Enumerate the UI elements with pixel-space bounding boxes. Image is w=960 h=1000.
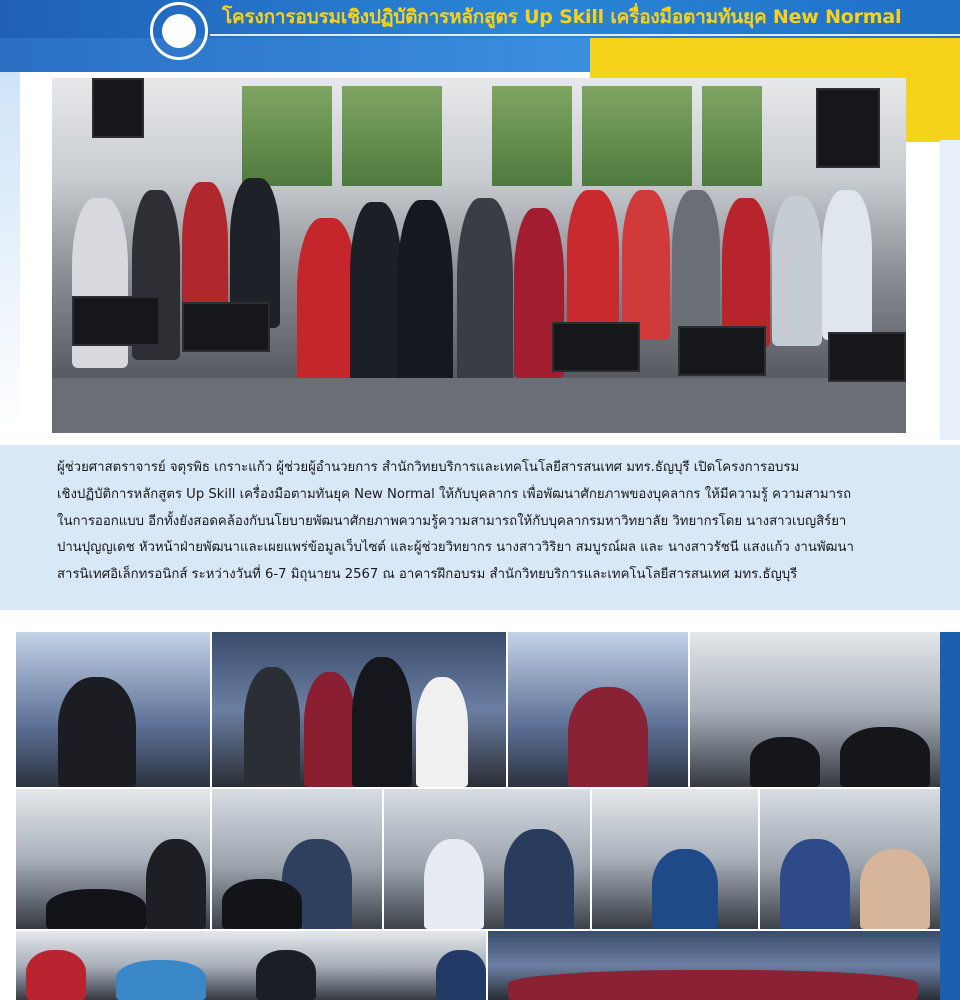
window	[342, 86, 442, 186]
person	[58, 677, 136, 787]
collage-photo-speaker	[16, 632, 210, 787]
person	[297, 218, 357, 398]
person	[822, 190, 872, 340]
collage-photo-computers	[690, 632, 940, 787]
desk-monitor	[72, 296, 160, 346]
collage-photo-participants-2	[212, 789, 382, 929]
person	[457, 198, 513, 398]
person	[26, 950, 86, 1000]
collage-photo-participants-3	[384, 789, 590, 929]
description-line: สารนิเทศอิเล็กทรอนิกส์ ระหว่างวันที่ 6-7 มิถุนายน 2567 ณ อาคารฝึกอบรม สำนักวิทยบริการและเทคโนโลยีสารสนเทศ มทร.ธัญบุรี	[57, 567, 798, 583]
person	[350, 202, 402, 382]
description-text	[57, 455, 927, 589]
description-line: ปานปุญญเดช หัวหน้าฝ่ายพัฒนาและเผยแพร่ข้อมูลเว็บไซต์ และผู้ช่วยวิทยากร นางสาววิริยา สมบูรณ์ผล และ นางสาวรัชนี แสงแก้ว งานพัฒนา	[57, 540, 854, 556]
description-line: ในการออกแบบ อีกทั้งยังสอดคล้องกับนโยบายพัฒนาศักยภาพความรู้ความสามารถให้กับบุคลากรมหาวิทยาลัย วิทยากรโดย นางสาวเบญสิร์ยา	[57, 513, 847, 529]
page-title: โครงการอบรมเชิงปฏิบัติการหลักสูตร Up Skill เครื่องมือตามทันยุค New Normal	[222, 6, 902, 28]
collage-photo-participants-6	[16, 931, 486, 1000]
collage-photo-group-four	[212, 632, 506, 787]
window	[492, 86, 572, 186]
person	[304, 672, 356, 787]
person	[567, 190, 619, 340]
collage-photo-participants-1	[16, 789, 210, 929]
collage-photo-presenter	[508, 632, 688, 787]
header-divider	[210, 34, 960, 36]
ring-center-icon	[162, 14, 196, 48]
person	[772, 196, 822, 346]
person	[244, 667, 300, 787]
monitor	[750, 737, 820, 787]
person	[352, 657, 412, 787]
person	[780, 839, 850, 929]
monitor	[46, 889, 146, 929]
right-decor-stripe	[940, 140, 960, 440]
description-line: ผู้ช่วยศาสตราจารย์ จตุรพิธ เกราะแก้ว ผู้ช่วยผู้อำนวยการ สำนักวิทยบริการและเทคโนโลยีสารสนเทศ มทร.ธัญบุรี เปิดโครงการอบรม	[57, 460, 800, 475]
header-band	[0, 38, 590, 72]
window	[582, 86, 692, 186]
desk-monitor	[678, 326, 766, 376]
collage-photo-participants-5	[760, 789, 940, 929]
monitor	[840, 727, 930, 787]
window	[242, 86, 332, 186]
person	[652, 849, 718, 929]
collage-photo-training-center-group	[488, 931, 940, 1000]
crowd	[508, 970, 918, 1000]
wall-monitor	[92, 78, 144, 138]
description-line: เชิงปฏิบัติการหลักสูตร Up Skill เครื่องมือตามทันยุค New Normal ให้กับบุคลากร เพื่อพัฒนาศักยภาพของบุคลากร ให้มีความรู้ ความสามารถ	[57, 486, 852, 502]
desk-monitor	[552, 322, 640, 372]
person	[672, 190, 720, 340]
person	[504, 829, 574, 929]
left-decor-stripe	[0, 72, 20, 432]
right-blue-edge	[940, 632, 960, 1000]
person	[860, 849, 930, 929]
person	[436, 950, 486, 1000]
person	[424, 839, 484, 929]
person	[568, 687, 648, 787]
monitor	[222, 879, 302, 929]
monitor	[116, 960, 206, 1000]
desk	[52, 378, 906, 433]
collage-photo-participants-4	[592, 789, 758, 929]
person	[622, 190, 670, 340]
window	[702, 86, 762, 186]
person	[416, 677, 468, 787]
person	[256, 950, 316, 1000]
person	[146, 839, 206, 929]
desk-monitor	[828, 332, 906, 382]
desk-monitor	[182, 302, 270, 352]
wall-monitor	[816, 88, 880, 168]
main-group-photo	[52, 78, 906, 433]
